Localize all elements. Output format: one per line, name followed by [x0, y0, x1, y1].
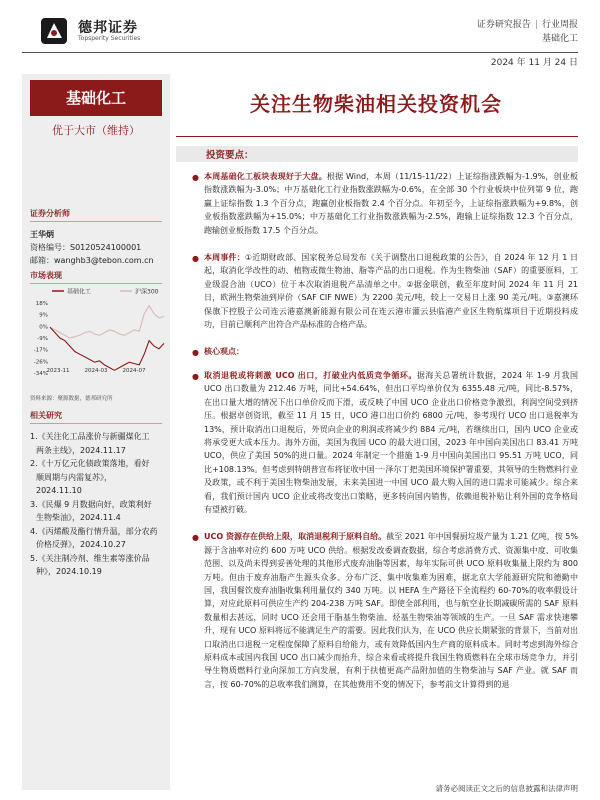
para-lead: 本周事件：: [204, 253, 245, 263]
bullet-icon: ●: [192, 254, 199, 264]
footer-disclaimer: 请务必阅读正文之后的信息披露和法律声明: [435, 784, 578, 793]
market-section-title: 市场表现: [30, 271, 62, 280]
header-rule: [22, 52, 578, 53]
analyst-block: [30, 228, 154, 267]
legend-label: 基础化工: [67, 288, 92, 296]
analyst-section-title: 证券分析师: [30, 209, 70, 218]
market-performance-chart: [22, 281, 170, 381]
y-tick-label: 0%: [39, 324, 48, 331]
chart-source: 资料来源：聚源数据，德邦研究所: [30, 396, 113, 402]
report-type: 证券研究报告: [476, 20, 531, 30]
paragraph-events: [192, 251, 579, 331]
cert-label: 资格编号：: [30, 243, 70, 252]
related-item[interactable]: [30, 498, 166, 525]
cert-number: S0120524100001: [70, 243, 142, 252]
y-tick-label: -34%: [33, 371, 48, 377]
related-item-line: 价格反弹》，2024.10.27: [36, 540, 126, 549]
investment-heading-bar: [176, 146, 578, 162]
report-date: 2024 年 11 月 24 日: [490, 58, 578, 68]
related-item-line: 顺周期与内需复苏》，: [36, 472, 112, 482]
paragraph-core-view: [192, 345, 578, 358]
para-lead: 取消退税或将刺激 UCO 出口，打破业内低质竞争循环。: [204, 370, 417, 380]
related-item-line: 1.《关注化工品涨价与新疆煤化工: [30, 432, 150, 441]
analyst-email[interactable]: wanghb3@tebon.com.cn: [54, 256, 154, 265]
report-title: 关注生物柴油相关投资机会: [250, 92, 502, 116]
related-research-list: [30, 430, 166, 579]
y-tick-label: -9%: [37, 336, 48, 342]
series-line: [50, 327, 164, 370]
para-lead: 本周基础化工板块表现好于大盘。: [204, 172, 327, 181]
report-meta: [477, 18, 578, 46]
para-lead: UCO 资源存在供给上限，取消退税利于原料自给。: [204, 532, 387, 542]
bullet-icon: ●: [192, 173, 199, 182]
para-body: 截至 2021 年中国餐厨垃圾产量为 1.21 亿吨，按 5%源于含油率对应约 600 万吨 UCO 供给。根据发改委调查数据，综合考虑消费方式、资源集中度、可收集范围、以及尚未得到妥善处理的其他形式废弃油脂等因素，每年实际可供 UCO 原料收集量上限约为 800 万吨。但由于废弃油脂产生源头众多、分布广泛、集中收集难为困难，据北京大学能源研究院和德勤中国，我国餐饮废弃油脂收集利用量仅约 340 万吨。以 HEFA 生产路径下全流程约 60-70%的收率假设计算，对应此原料可供应生产约 204-238 万吨 SAF。即使全部利用，也与航空业长期减碳所需的 SAF 原料数量相去甚远，同时 UCO 还会用于脂基生物柴油、烃基生物柴油等领域的生产。一旦 SAF 需求快速攀升，现有 UCO 原料将远不能满足生产的需要。因此我们认为，在 UCO 供应长期紧张的背景下，当前对出口取消出口退税一定程度保障了原料自给能力，或有效降低国内生产商的原料成本。同时考虑到海外综合原料成本或国内我国 UCO 出口减少而抬升，综合来看或将提升我国生物质燃料在全球市场竞争力，并引导生物质燃料行业向深加工方向发展，有利于扶植更高产品附加值的生物柴油与 SAF 产业。就 SAF 而言，按 60-70%的总收率我们测算，在其他费用不变的情况下，参考前文计算得到的退: [204, 532, 578, 689]
bullet-icon: ●: [192, 371, 199, 381]
paragraph-uco-export: [192, 369, 578, 516]
related-item-line: 3.《民爆 9 月数据向好，政策利好: [30, 499, 152, 509]
para-lead: 核心观点：: [204, 347, 244, 357]
brand-mark-icon: [38, 14, 72, 48]
rating: 优于大市（维持）: [52, 124, 140, 137]
sidebar: [22, 74, 170, 790]
y-tick-label: 18%: [35, 301, 48, 307]
paragraph-uco-supply: [192, 530, 578, 691]
related-item-line: 5.《关注制冷剂、维生素等涨价品: [30, 553, 150, 563]
para-body: 据海关总署统计数据，2024 年 1-9 月我国 UCO 出口数量为 212.46 万吨，同比+54.64%，但出口平均单价仅为 6355.48 元/吨，同比-8.57%，在出口量大增的情况下出口单价反而下滑，或反映了中国 UCO 企业出口价格竞争激烈，利润空间受到挤压。根据卓创资讯，截至 11 月 15 日，UCO 港口出口价约 6800 元/吨，参考现行 UCO 出口退税率为 13%，预计取消出口退税后，外贸向企业的利润或将减少约 884 元/吨，若继续出口，国内 UCO 企业或将承受更大成本压力。海外方面，美国为我国 UCO 的最大进口国，2023 年中国向美国出口 83.41 万吨 UCO，供应了美国 50%的进口量。2024 年制定一个措施 1-9 月中国向美国出口 95.51 万吨 UCO，同比+108.13%。但考虑到特朗普宣布将征收中国一·泽尔丁把美国环境保护署重要，其领导的生物燃料行业及政策，或不利于美国生物柴油发展，未来美国进一中国 UCO 最大购入国的进口需求可能减少。综合来看，我们预计国内 UCO 企业或将改变出口策略，更多转向国内销售，依赖退税补贴让利外国的竞争格局有望被打破。: [204, 370, 578, 514]
related-item[interactable]: [30, 525, 166, 552]
separator: |: [534, 20, 538, 30]
related-item[interactable]: [30, 552, 166, 579]
industry-label: 基础化工: [541, 34, 578, 44]
y-tick-label: -17%: [33, 347, 48, 354]
related-item-line: 两条主线》，2024.11.17: [36, 445, 126, 455]
bullet-icon: ●: [192, 348, 199, 358]
paragraph-performance: [192, 170, 579, 237]
related-section-title: 相关研究: [30, 411, 62, 420]
related-item[interactable]: [30, 457, 166, 498]
related-item-line: 生物柴油》，2024.11.4: [36, 513, 121, 522]
related-item-line: 种》，2024.10.19: [36, 567, 102, 576]
title-rule: [176, 136, 578, 137]
y-tick-label: 9%: [39, 312, 48, 319]
related-item-line: 2.《十万亿元化债政策落地，看好: [30, 459, 150, 468]
related-item[interactable]: [30, 430, 166, 457]
para-body: ①近期财政部、国家税务总局发布《关于调整出口退税政策的公告》，自 2024 年 12 月 1 日起，取消化学改性的动、植物或微生物油、脂等产品的出口退税。作为生物柴油（SAF）的重要原料，工业级混合油（UCO）位于本次取消退税产品清单之中。②据金联创，截至年度时间 2024 年 11 月 21 日，欧洲生物柴油到岸价（SAF CIF NWE）为 2200 美元/吨，较上一交易日上涨 90 美元/吨。③嘉澳环保旗下控股子公司连云港嘉澳新能源有限公司在连云港市灌云县临港产业区生物航煤项目于近期投料成功，目前已顺利产出符合产品标准的合格产品。: [204, 253, 579, 330]
bullet-icon: ●: [192, 533, 199, 543]
legend-label: 沪深300: [135, 288, 159, 296]
y-tick-label: -26%: [33, 359, 48, 366]
report-category: 行业周报: [541, 20, 578, 30]
para-body: 根据 Wind，本周（11/15-11/22）上证综指涨跌幅为-1.9%，创业板指数涨跌幅为-3.0%；中万基础化工行业指数涨跌幅为-0.6%，在全部 30 个行业板块中位列第 9 位，跑赢上证综指数 1.3 个百分点，跑赢创业板指数 2.4 个百分点。年初至今，上证综指涨跌幅为+9.8%，创业板指数涨跌幅为+15.0%；中万基础化工行业指数涨跌幅为-2.5%，跑输上证综指数 12.3 个百分点，跑输创业板指数 17.5 个百分点。: [204, 172, 579, 235]
brand-name: 德邦证券: [78, 20, 138, 36]
brand-logo: [38, 14, 158, 50]
sector-banner: 基础化工: [30, 80, 162, 116]
related-item-line: 4.《丙烯酸及酯行情升温，部分农药: [30, 526, 158, 536]
x-tick-label: 2023-11: [46, 368, 70, 374]
x-tick-label: 2024-03: [84, 368, 108, 374]
related-rule: [30, 423, 162, 424]
series-line: [50, 306, 164, 338]
main-content: [192, 170, 579, 705]
brand-name-en: Topsperity Securities: [78, 35, 141, 42]
email-label: 邮箱：: [30, 256, 54, 265]
related-item-line: 2024.11.10: [36, 486, 82, 495]
analyst-rule: [30, 221, 162, 222]
investment-heading: 投资要点：: [206, 150, 254, 161]
x-tick-label: 2024-07: [122, 368, 146, 374]
analyst-name: 王华炳: [30, 230, 54, 239]
